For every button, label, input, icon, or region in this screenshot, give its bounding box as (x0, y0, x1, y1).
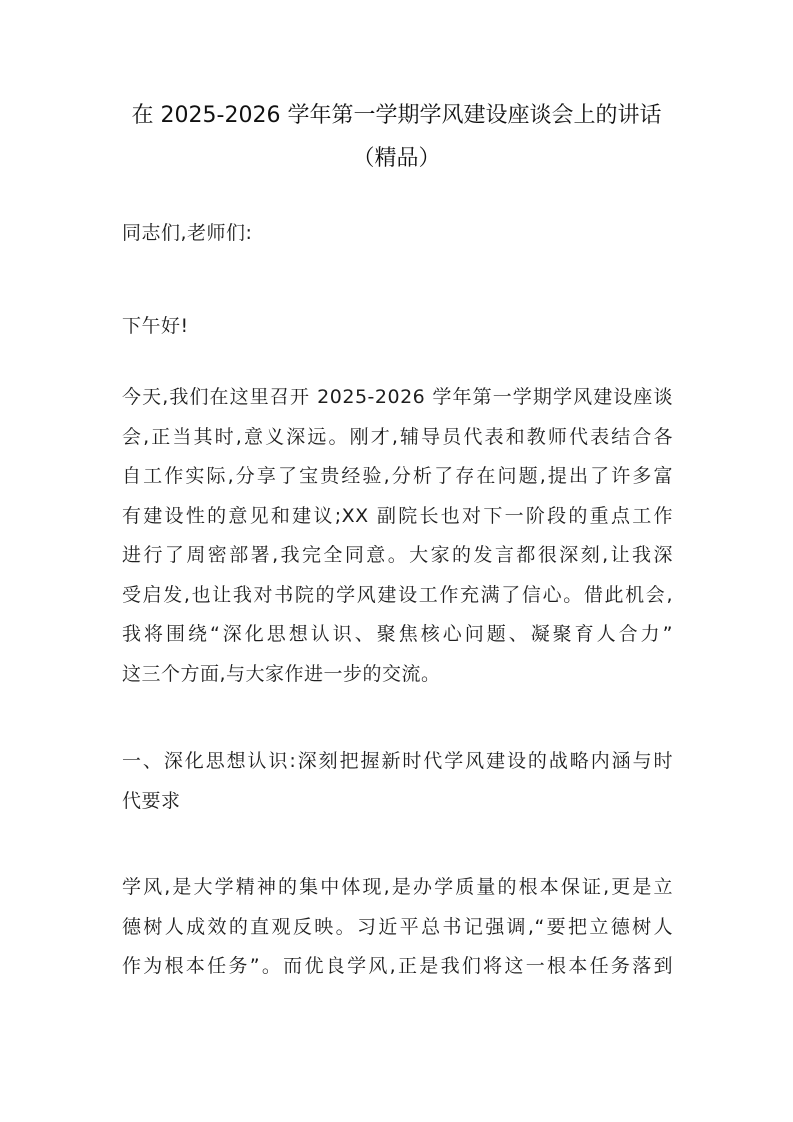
paragraph-line: 进行了周密部署,我完全同意。大家的发言都很深刻,让我深 (122, 544, 673, 566)
paragraph-line: 学风,是大学精神的集中体现,是办学质量的根本保证,更是立 (122, 876, 673, 898)
paragraph-line: 今天,我们在这里召开 2025-2026 学年第一学期学风建设座谈 (122, 386, 673, 408)
document-subtitle: （精品） (352, 146, 441, 171)
salutation: 同志们,老师们: (122, 222, 253, 244)
paragraph-line: 有建设性的意见和建议;XX 副院长也对下一阶段的重点工作 (122, 505, 673, 527)
paragraph-line: 德树人成效的直观反映。习近平总书记强调,“要把立德树人 (122, 916, 673, 938)
paragraph-line: 作为根本任务”。而优良学风,正是我们将这一根本任务落到 (122, 955, 673, 977)
paragraph-line: 自工作实际,分享了宝贵经验,分析了存在问题,提出了许多富 (122, 465, 673, 487)
document-title: 在 2025-2026 学年第一学期学风建设座谈会上的讲话 (131, 103, 662, 128)
heading-line: 一、深化思想认识:深刻把握新时代学风建设的战略内涵与时 (122, 750, 673, 772)
paragraph-line: 会,正当其时,意义深远。刚才,辅导员代表和教师代表结合各 (122, 426, 673, 448)
paragraph-line: 我将围绕“深化思想认识、聚焦核心问题、凝聚育人合力” (122, 623, 673, 645)
greeting: 下午好! (122, 315, 189, 337)
paragraph-line: 受启发,也让我对书院的学风建设工作充满了信心。借此机会, (122, 584, 673, 606)
paragraph-line: 这三个方面,与大家作进一步的交流。 (122, 663, 441, 685)
heading-line: 代要求 (122, 790, 181, 812)
